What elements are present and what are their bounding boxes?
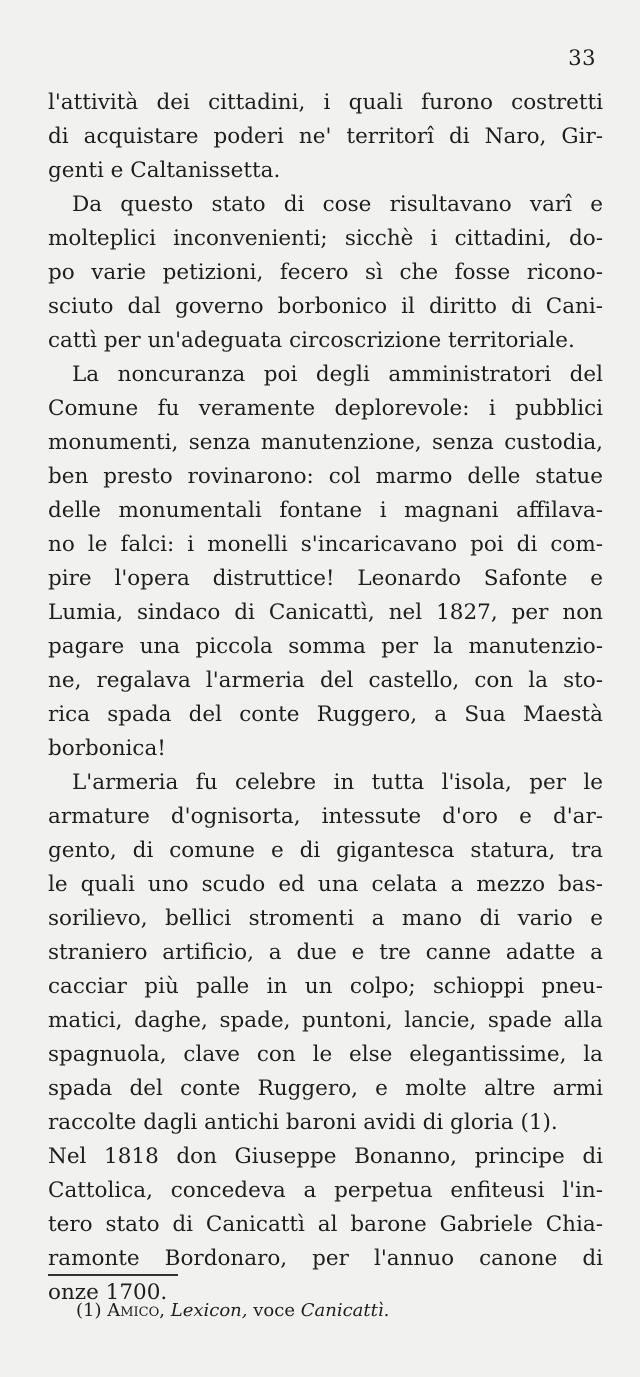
text-line: L'armeria fu celebre in tutta l'isola, per le bbox=[72, 770, 603, 795]
text-line: tero stato di Canicattì al barone Gabriele Chia- bbox=[48, 1212, 603, 1237]
text-line: ramonte Bordonaro, per l'annuo canone di bbox=[48, 1246, 603, 1271]
text-line: cattì per un'adeguata circoscrizione territoriale. bbox=[48, 328, 575, 353]
text-line: le quali uno scudo ed una celata a mezzo bas- bbox=[48, 872, 603, 897]
text-line: Cattolica, concedeva a perpetua enfiteusi l'in- bbox=[48, 1178, 603, 1203]
text-line: rica spada del conte Ruggero, a Sua Maestà bbox=[48, 702, 603, 727]
text-line: sorilievo, bellici stromenti a mano di vario e bbox=[48, 906, 603, 931]
footnote-divider bbox=[48, 1274, 178, 1276]
footnote-work: Lexicon, bbox=[170, 1300, 248, 1321]
footnote bbox=[76, 1300, 389, 1321]
page-number: 33 bbox=[568, 46, 596, 70]
text-line: pire l'opera distruttice! Leonardo Safonte e bbox=[48, 566, 603, 591]
text-line: ne, regalava l'armeria del castello, con la sto- bbox=[48, 668, 603, 693]
text-line: cacciar più palle in un colpo; schioppi pneu- bbox=[48, 974, 603, 999]
text-line: Comune fu veramente deplorevole: i pubblici bbox=[48, 396, 603, 421]
text-line: no le falci: i monelli s'incaricavano poi di com- bbox=[48, 532, 603, 557]
footnote-author: Amico, bbox=[107, 1300, 166, 1321]
text-line: onze 1700. bbox=[48, 1280, 168, 1305]
text-line: di acquistare poderi ne' territorî di Naro, Gir- bbox=[48, 124, 603, 149]
footnote-entry: Canicattì. bbox=[300, 1300, 390, 1321]
text-line: pagare una piccola somma per la manutenzio- bbox=[48, 634, 603, 659]
text-line: raccolte dagli antichi baroni avidi di gloria (1). bbox=[48, 1110, 558, 1135]
text-line: delle monumentali fontane i magnani affilava- bbox=[48, 498, 603, 523]
text-line: La noncuranza poi degli amministratori del bbox=[72, 362, 603, 387]
text-line: spagnuola, clave con le else elegantissime, la bbox=[48, 1042, 603, 1067]
text-line: Nel 1818 don Giuseppe Bonanno, principe di bbox=[48, 1144, 603, 1169]
footnote-entry-word: voce bbox=[253, 1300, 295, 1321]
body-text bbox=[48, 86, 603, 1310]
text-line: genti e Caltanissetta. bbox=[48, 158, 281, 183]
text-line: ben presto rovinarono: col marmo delle statue bbox=[48, 464, 603, 489]
text-line: sciuto dal governo borbonico il diritto di Cani- bbox=[48, 294, 603, 319]
text-line: matici, daghe, spade, puntoni, lancie, spade alla bbox=[48, 1008, 603, 1033]
footnote-marker: (1) bbox=[76, 1300, 102, 1321]
text-line: borbonica! bbox=[48, 736, 166, 761]
text-line: gento, di comune e di gigantesca statura, tra bbox=[48, 838, 603, 863]
text-line: Lumia, sindaco di Canicattì, nel 1827, per non bbox=[48, 600, 603, 625]
text-line: spada del conte Ruggero, e molte altre armi bbox=[48, 1076, 603, 1101]
text-line: Da questo stato di cose risultavano varî e bbox=[72, 192, 603, 217]
text-line: l'attività dei cittadini, i quali furono costretti bbox=[48, 90, 603, 115]
text-line: monumenti, senza manutenzione, senza custodia, bbox=[48, 430, 603, 455]
text-line: molteplici inconvenienti; sicchè i cittadini, do- bbox=[48, 226, 603, 251]
text-line: armature d'ognisorta, intessute d'oro e d'ar- bbox=[48, 804, 603, 829]
text-line: straniero artificio, a due e tre canne adatte a bbox=[48, 940, 603, 965]
text-line: po varie petizioni, fecero sì che fosse ricono- bbox=[48, 260, 603, 285]
